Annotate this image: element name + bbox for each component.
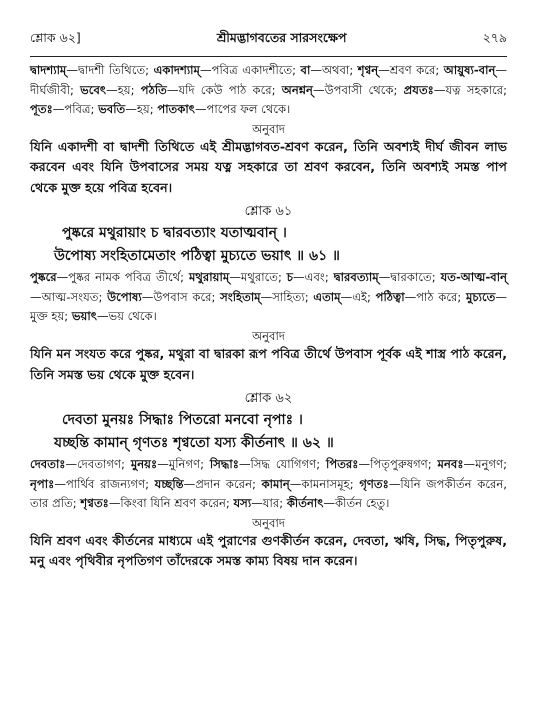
sanskrit-term: উপোষ্য [107,289,142,304]
term-meaning: —মথুরাতে; [229,270,287,285]
sanskrit-term: এতাম্ [313,289,341,304]
header-verse-ref: শ্লোক ৬২] [30,30,81,45]
sanskrit-term: মুনয়ঃ [130,457,158,472]
translation-paragraph: যিনি মন সংযত করে পুষ্কর, মথুরা বা দ্বারকা রূপ পবিত্র তীর্থে উপবাস পূর্বক এই শাস্ত্র পাঠ করেন, তিনি সমস্ত ভয় থেকে মুক্ত হবেন। [30,346,507,382]
term-meaning: —উপবাসী থেকে; [312,82,404,97]
verse-line: যচ্ছন্তি কামান্ গৃণতঃ শৃণ্বতো যস্য কীর্তনাৎ ॥ ৬২ ॥ [54,435,334,452]
sanskrit-term: শৃণ্বতঃ [80,496,109,511]
term-meaning: —হয়; [125,102,158,117]
sanskrit-term: দেবতাঃ [30,457,66,472]
term-meaning: —কীর্তন হেতু। [323,496,390,511]
verse-heading: শ্লোক ৬২ [244,391,293,407]
sanskrit-term: যস্য [233,496,252,511]
synonyms-paragraph [30,455,507,514]
header-page-number: ২৭৯ [482,30,507,45]
sanskrit-term: পাতকাৎ [157,102,195,117]
term-meaning: —কিংবা যিনি শ্রবণ করেন; [108,496,234,511]
sanskrit-term: কীর্তনাৎ [286,496,324,511]
sanskrit-term: চ [286,270,294,285]
sanskrit-term: দ্বারবত্যাম্ [333,270,379,285]
term-meaning: —যিনি জপকীর্তন করেন, তার প্রতি; [30,476,507,511]
verse-line: পুষ্করে মথুরায়াং চ দ্বারবত্যাং যতাত্মবান্ । [62,225,287,242]
translation-paragraph: যিনি শ্রবণ এবং কীর্তনের মাধ্যমে এই পুরাণের গুণকীর্তন করেন, দেবতা, ঋষি, সিদ্ধ, পিতৃপুরুষ, মনু এবং পৃথিবীর নৃপতিগণ তাঁদেরকে সমস্ত কাম্য বিষয় দান করেন। [30,532,507,569]
header-chapter-title: শ্রীমদ্ভাগবতের সারসংক্ষেপ [216,30,347,45]
term-meaning: —যদি কেউ পাঠ করে; [166,82,282,97]
verse-line: উপোষ্য সংহিতামেতাং পঠিত্বা মুচ্যতে ভয়াৎ ॥ ৬১ ॥ [54,248,340,265]
term-meaning: —এই; [340,289,376,304]
term-meaning: —মুক্ত হয়; [30,289,507,324]
sanskrit-term: ভবতি [98,102,126,117]
translation-paragraph: যিনি একাদশী বা দ্বাদশী তিথিতে এই শ্রীমদ্ভাগবত-শ্রবণ করেন, তিনি অবশ্যই দীর্ঘ জীবন লাভ করবেন এবং যিনি উপবাসের সময় যত্ন সহকারে তা শ্রবণ করবেন, তিনি অবশ্যই সমস্ত পাপ থেকে মুক্ত হয়ে পবিত্র হবেন। [30,138,507,195]
term-meaning: —পবিত্র একাদশীতে; [199,63,301,77]
term-meaning: —শ্রবণ করে; [378,63,444,77]
term-meaning: —দেবতাগণ; [65,457,131,472]
page-header [30,30,507,57]
term-meaning: —মনুগণ; [463,457,507,472]
sanskrit-term: মুচ্যতে [465,289,496,304]
term-meaning: —সিদ্ধ যোগিগণ; [238,457,327,472]
sanskrit-term: মথুরায়াম্ [188,270,230,285]
sanskrit-term: সিদ্ধাঃ [209,457,239,472]
sanskrit-term: সংহিতাম্ [220,289,261,304]
term-meaning: —পার্থিব রাজন্যগণ; [54,476,155,491]
term-meaning: —প্রদান করেন; [183,476,262,491]
term-meaning: —পিতৃপুরুষগণ; [358,457,438,472]
sanskrit-term: মনবঃ [437,457,464,472]
term-meaning: —এবং; [293,270,334,285]
term-meaning: —দ্বারকাতে; [378,270,441,285]
sanskrit-term: পুষ্করে [30,270,57,285]
verse-line: দেবতা মুনয়ঃ সিদ্ধাঃ পিতরো মনবো নৃপাঃ । [62,412,303,429]
sanskrit-term: প্রযতঃ [403,82,434,97]
translation-heading: অনুবাদ [252,329,285,344]
sanskrit-term: পিতরঃ [326,457,359,472]
synonyms-paragraph [30,268,507,327]
term-meaning: —যত্ন সহকারে; [433,82,508,97]
sanskrit-term: শৃণ্বন্ [357,63,379,77]
sanskrit-term: পঠতি [140,82,167,97]
term-meaning: —হয়; [106,82,141,97]
term-meaning: —পবিত্র; [52,102,99,117]
sanskrit-term: গৃণতঃ [359,476,389,491]
sanskrit-term: কামান্ [261,476,290,491]
sanskrit-term: যচ্ছন্তি [154,476,184,491]
translation-heading: অনুবাদ [252,121,285,136]
sanskrit-term: যত-আত্ম-বান্ [440,270,507,285]
term-meaning: —সাহিত্য; [260,289,314,304]
term-meaning: —আত্ম-সংযত; [30,289,108,304]
synonyms-paragraph [30,61,507,120]
term-meaning: —পাপের ফল থেকে। [194,102,291,117]
term-meaning: —দ্বাদশী তিথিতে; [66,63,154,77]
sanskrit-term: নৃপাঃ [30,476,55,491]
term-meaning: —দীর্ঘজীবী; [30,63,507,97]
term-meaning: —উপবাস করে; [141,289,221,304]
term-meaning: —পাঠ করে; [404,289,466,304]
sanskrit-term: দ্বাদশ্যাম্ [30,63,67,77]
term-meaning: —কামনাসমূহ; [289,476,360,491]
term-meaning: —মুনিগণ; [157,457,210,472]
term-meaning: —অথবা; [310,63,358,77]
sanskrit-term: ভবেৎ [80,82,107,97]
sanskrit-term: পূতঃ [30,102,53,117]
term-meaning: —ভয় থেকে। [96,309,157,324]
term-meaning: —পুষ্কর নামক পবিত্র তীর্থে; [56,270,189,285]
term-meaning: —যার; [251,496,287,511]
verse-heading: শ্লোক ৬১ [244,204,293,220]
sanskrit-term: আয়ুষ্য-বান্ [443,63,496,77]
sanskrit-term: পঠিত্বা [375,289,405,304]
sanskrit-term: অনশ্নন্ [281,82,313,97]
sanskrit-term: বা [300,63,311,77]
sanskrit-term: একাদশ্যাম্ [153,63,200,77]
sanskrit-term: ভয়াৎ [71,309,97,324]
translation-heading: অনুবাদ [252,515,285,530]
